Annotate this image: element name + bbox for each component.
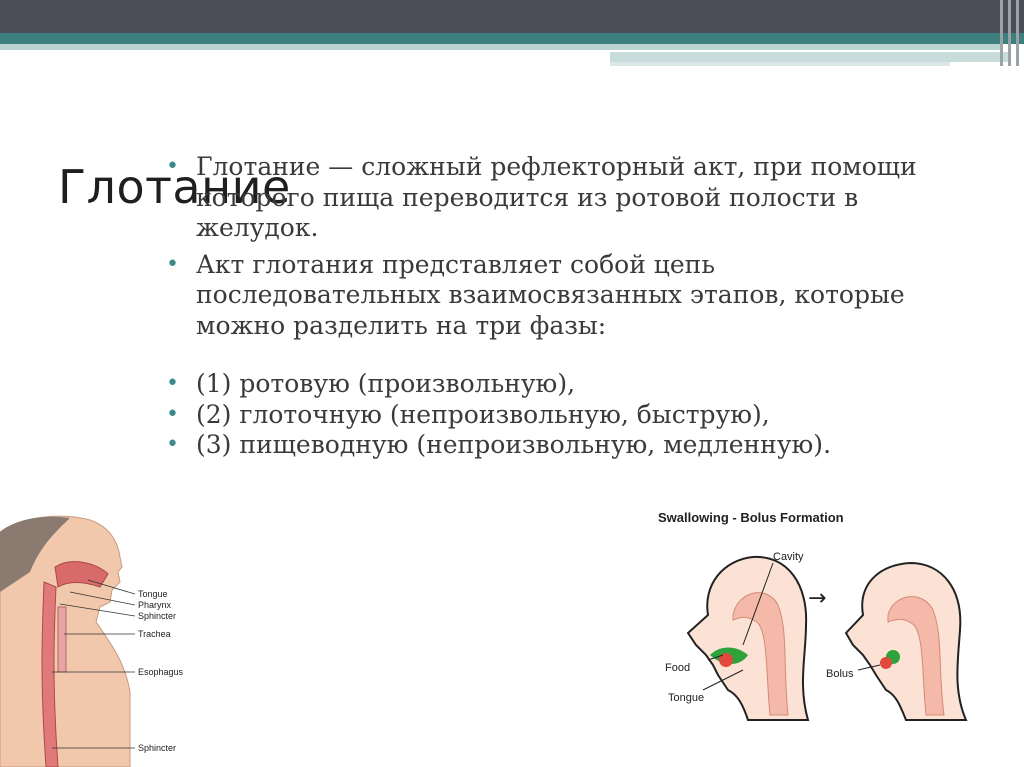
header-bar-teal [0, 33, 1024, 44]
head-after-icon [846, 563, 966, 720]
arrow-icon: → [808, 586, 827, 611]
label-tongue: Tongue [668, 692, 705, 704]
header-bar-light-3 [610, 62, 950, 66]
diagram-title: Swallowing - Bolus Formation [658, 510, 844, 525]
anatomy-label-trachea: Trachea [138, 629, 171, 639]
header-bar-dark [0, 0, 1024, 33]
slide-title: Глотание [58, 160, 291, 214]
anatomy-label-sphincter-lower: Sphincter [138, 743, 177, 753]
anatomy-label-pharynx: Pharynx [138, 600, 172, 610]
bullet-item: • (3) пищеводную (непроизвольную, медленную). [166, 430, 926, 461]
header-stripe [1008, 0, 1011, 66]
header-stripe [1000, 0, 1003, 66]
digestive-anatomy-illustration [0, 512, 200, 767]
header-stripe [1016, 0, 1019, 66]
slide-content [166, 152, 926, 461]
anatomy-label-sphincter: Sphincter [138, 611, 177, 621]
anatomy-label-tongue: Tongue [138, 589, 168, 599]
bullet-item: • (1) ротовую (произвольную), [166, 369, 926, 400]
bullet-item: • (2) глоточную (непроизвольную, быструю), [166, 400, 926, 431]
bullet-item: • Акт глотания представляет собой цепь последовательных взаимосвязанных этапов, которые можно разделить на три фазы: [166, 250, 926, 342]
head-before-icon [688, 557, 808, 720]
label-bolus: Bolus [826, 668, 854, 680]
label-cavity: Cavity [773, 551, 804, 563]
bullet-item: • Глотание — сложный рефлекторный акт, при помощи которого пища переводится из ротовой полости в желудок. [166, 152, 926, 244]
swallowing-diagram [648, 505, 1024, 767]
label-food: Food [665, 662, 691, 674]
header-bar-light [0, 44, 1000, 50]
anatomy-label-esophagus: Esophagus [138, 667, 184, 677]
bullet-list [166, 152, 926, 461]
header-bar-light-2 [610, 52, 1010, 62]
